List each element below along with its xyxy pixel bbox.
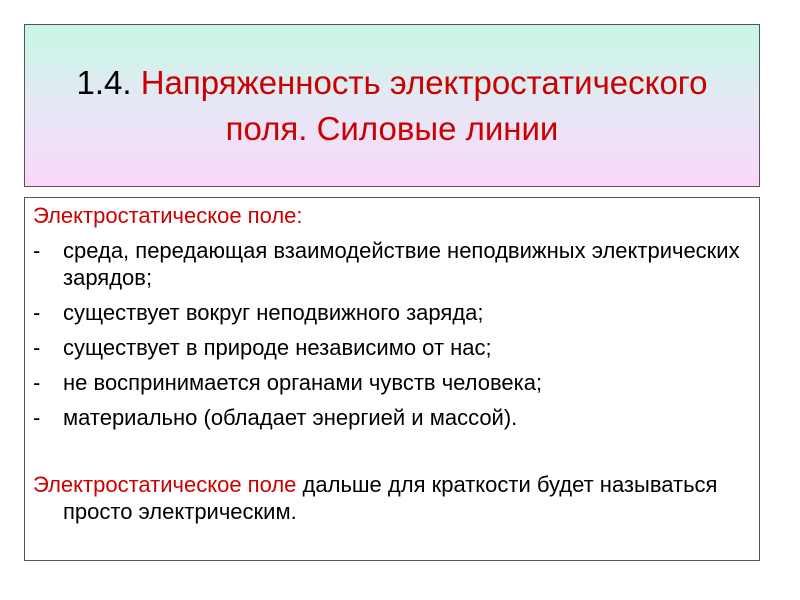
dash-marker: - xyxy=(33,238,41,263)
list-item xyxy=(33,369,743,396)
title-box xyxy=(24,24,760,187)
content-box xyxy=(24,197,760,561)
list-item-text: существует в природе независимо от нас; xyxy=(63,335,492,360)
list-item-text: среда, передающая взаимодействие неподвижных электрических зарядов; xyxy=(63,238,740,290)
dash-marker: - xyxy=(33,335,41,360)
bullet-list xyxy=(33,237,743,431)
conclusion-text: дальше для краткости будет называться просто электрическим. xyxy=(63,472,718,524)
dash-marker: - xyxy=(33,370,41,395)
content-heading: Электростатическое поле: xyxy=(33,203,303,228)
slide-title xyxy=(42,60,742,152)
list-item xyxy=(33,299,743,326)
list-item-text: не воспринимается органами чувств человека; xyxy=(63,370,543,395)
title-text: Напряженность электростатического поля. Силовые линии xyxy=(140,63,708,147)
list-item xyxy=(33,334,743,361)
conclusion-paragraph xyxy=(33,471,743,525)
dash-marker: - xyxy=(33,300,41,325)
list-item-text: материально (обладает энергией и массой). xyxy=(63,405,518,430)
list-item xyxy=(33,237,743,291)
list-item xyxy=(33,404,743,431)
list-item-text: существует вокруг неподвижного заряда; xyxy=(63,300,484,325)
conclusion-term: Электростатическое поле xyxy=(33,472,297,497)
dash-marker: - xyxy=(33,405,41,430)
title-number: 1.4. xyxy=(76,63,132,101)
